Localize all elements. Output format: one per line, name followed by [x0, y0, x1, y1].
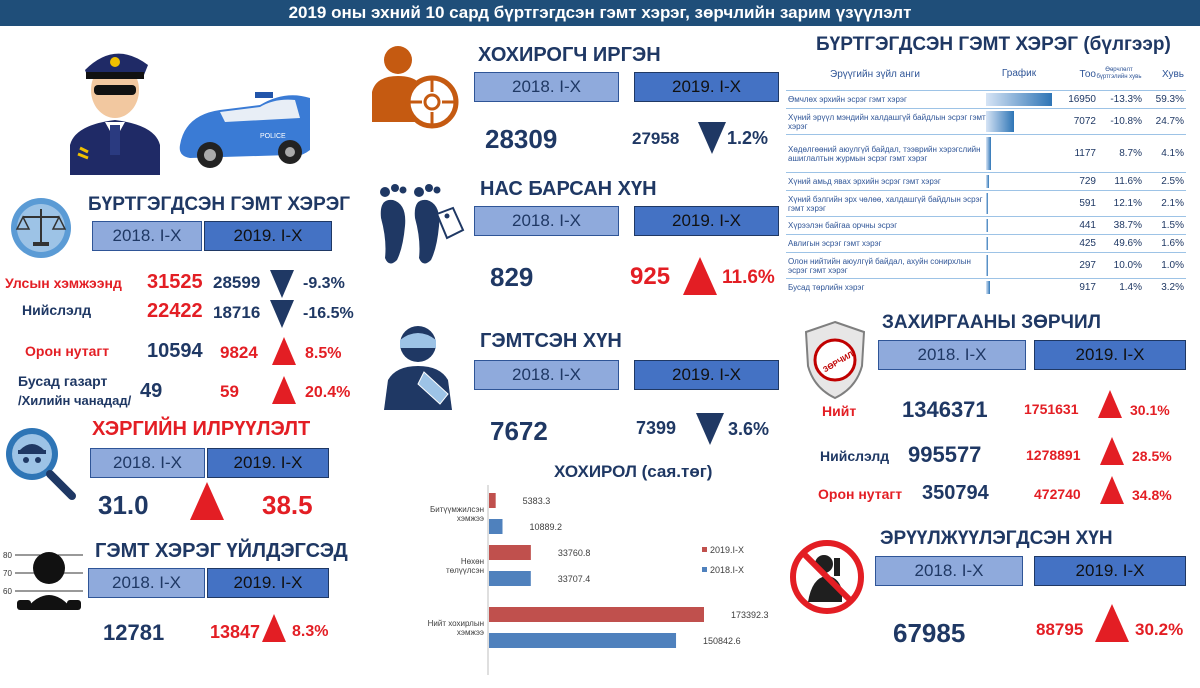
row-name: Хүрээлэн байгаа орчны эсрэг — [788, 221, 898, 230]
feet-tag-icon — [375, 178, 467, 270]
row-share: 1.5% — [1161, 220, 1184, 231]
victims-period-2018: 2018. I-X — [474, 72, 619, 102]
admin-row-change: 34.8% — [1132, 487, 1172, 503]
row-name: Бусад төрлийн хэрэг — [788, 283, 865, 292]
registered-row-change: -16.5% — [303, 305, 354, 322]
row-bar — [986, 281, 990, 294]
table-row — [786, 278, 1186, 296]
admin-row-2019: 1278891 — [1026, 447, 1081, 463]
detox-change: 30.2% — [1135, 620, 1184, 639]
admin-row-label: Нийслэлд — [820, 448, 890, 464]
up-arrow-icon — [272, 376, 296, 404]
bar-y2018 — [489, 519, 503, 534]
row-graph — [986, 191, 1052, 216]
offenders-2018: 12781 — [103, 620, 165, 645]
row-count: 917 — [1079, 282, 1096, 293]
row-change: 8.7% — [1119, 148, 1142, 159]
group-table — [786, 58, 1186, 296]
group-table-title: БҮРТГЭГДСЭН ГЭМТ ХЭРЭГ (бүлгээр) — [816, 34, 1171, 55]
registered-row-2018: 31525 — [147, 271, 203, 293]
row-share: 4.1% — [1161, 148, 1184, 159]
category-label: Нөхөн төлүүлсэн — [445, 557, 484, 575]
row-bar — [986, 193, 988, 214]
col-graph: График — [1001, 68, 1037, 79]
detox-2019: 88795 — [1036, 620, 1084, 639]
injured-2019: 7399 — [636, 418, 677, 438]
detox-2018: 67985 — [893, 618, 966, 648]
deaths-title: НАС БАРСАН ХҮН — [480, 178, 657, 200]
registered-row-2018: 22422 — [147, 300, 203, 322]
admin-row-change: 28.5% — [1132, 448, 1172, 464]
detection-title: ХЭРГИЙН ИЛРҮҮЛЭЛТ — [92, 418, 311, 440]
deaths-2019: 925 — [630, 263, 671, 290]
row-graph — [986, 91, 1052, 108]
detection-period-2018: 2018. I-X — [90, 448, 205, 478]
table-row — [786, 90, 1186, 108]
target-person-icon — [368, 42, 462, 130]
admin-period-2018: 2018. I-X — [878, 340, 1026, 370]
row-change: 38.7% — [1113, 220, 1142, 231]
row-graph — [986, 217, 1052, 234]
deaths-period-2019: 2019. I-X — [634, 206, 779, 236]
victims-2018: 28309 — [485, 124, 558, 154]
admin-row-label: Орон нутагт — [818, 486, 903, 502]
injured-period-2019: 2019. I-X — [634, 360, 779, 390]
shield-badge-icon — [800, 318, 870, 400]
admin-row-2018: 350794 — [922, 482, 989, 504]
row-change: 12.1% — [1113, 198, 1142, 209]
row-graph — [986, 109, 1052, 134]
row-count: 729 — [1079, 176, 1096, 187]
col-change: Өөрчлөлт бүртгэлийн хувь — [1096, 67, 1142, 80]
offenders-2019: 13847 — [210, 622, 261, 642]
bar-value-label: 33707.4 — [557, 574, 591, 584]
detox-period-2018: 2018. I-X — [875, 556, 1023, 586]
table-row — [786, 172, 1186, 190]
bar-value-label: 5383.3 — [522, 496, 551, 506]
row-count: 425 — [1079, 238, 1096, 249]
admin-title: ЗАХИРГААНЫ ЗӨРЧИЛ — [882, 312, 1101, 333]
row-graph — [986, 173, 1052, 190]
row-share: 59.3% — [1155, 94, 1184, 105]
row-change: -13.3% — [1110, 94, 1142, 105]
table-row — [786, 108, 1186, 134]
row-name: Хүний амьд явах эрхийн эсрэг гэмт хэрэг — [788, 177, 941, 186]
registered-period-2018: 2018. I-X — [92, 221, 202, 251]
row-bar — [986, 255, 988, 276]
row-name: Олон нийтийн аюулгүй байдал, ахуйн сонирхлын эсрэг гэмт хэрэг — [788, 256, 971, 275]
col-name: Эрүүгийн зүйл анги — [830, 68, 920, 80]
table-row — [786, 234, 1186, 252]
bar-y2019 — [489, 493, 496, 508]
admin-row-2018: 1346371 — [902, 397, 988, 422]
registered-row-change: -9.3% — [303, 275, 345, 292]
row-share: 3.2% — [1161, 282, 1184, 293]
injured-period-2018: 2018. I-X — [474, 360, 619, 390]
victims-2019: 27958 — [632, 129, 680, 148]
injured-change: 3.6% — [728, 419, 770, 439]
legend-swatch — [702, 567, 707, 572]
col-count: Тоо — [1079, 68, 1096, 80]
bar-value-label: 150842.6 — [703, 636, 741, 646]
row-count: 1177 — [1074, 148, 1096, 159]
registered-row-change: 20.4% — [305, 384, 351, 401]
deaths-period-2018: 2018. I-X — [474, 206, 619, 236]
row-change: 1.4% — [1119, 282, 1142, 293]
down-arrow-icon — [270, 300, 294, 328]
ruler-mark: 70 — [3, 569, 12, 578]
registered-row-2019: 9824 — [220, 343, 258, 362]
up-arrow-icon — [683, 257, 717, 295]
registered-row-2018: 49 — [140, 380, 163, 402]
bar-y2018 — [489, 633, 676, 648]
registered-row-change: 8.5% — [305, 345, 342, 362]
victims-change: 1.2% — [727, 128, 769, 148]
up-arrow-icon — [1100, 476, 1124, 504]
page-title: 2019 оны эхний 10 сард бүртгэгдсэн гэмт хэрэг, зөрчлийн зарим үзүүлэлт — [0, 0, 1200, 26]
ruler-mark: 80 — [3, 551, 12, 560]
row-bar — [986, 137, 991, 170]
down-arrow-icon — [270, 270, 294, 298]
registered-row-label: Улсын хэмжээнд — [5, 275, 122, 291]
row-share: 24.7% — [1155, 116, 1184, 127]
registered-row-2019: 18716 — [213, 303, 261, 322]
row-name: Авлигын эсрэг гэмт хэрэг — [788, 239, 882, 248]
row-share: 1.6% — [1161, 238, 1184, 249]
row-change: 10.0% — [1113, 260, 1142, 271]
registered-row-label: Нийслэлд — [22, 302, 92, 318]
row-bar — [986, 219, 988, 232]
row-graph — [986, 135, 1052, 172]
svg-text:POLICE: POLICE — [260, 133, 286, 140]
bar-y2019 — [489, 607, 704, 622]
detective-magnifier-icon — [0, 420, 80, 500]
detection-period-2019: 2019. I-X — [207, 448, 329, 478]
row-change: 49.6% — [1113, 238, 1142, 249]
row-count: 441 — [1079, 220, 1096, 231]
registered-row-label: Орон нутагт — [25, 343, 110, 359]
row-bar — [986, 237, 988, 250]
table-row — [786, 134, 1186, 172]
offenders-title: ГЭМТ ХЭРЭГ ҮЙЛДЭГСЭД — [95, 540, 348, 562]
deaths-2018: 829 — [490, 262, 534, 292]
victims-period-2019: 2019. I-X — [634, 72, 779, 102]
legend-swatch — [702, 547, 707, 552]
admin-period-2019: 2019. I-X — [1034, 340, 1186, 370]
table-row — [786, 190, 1186, 216]
row-share: 1.0% — [1161, 260, 1184, 271]
offenders-period-2019: 2019. I-X — [207, 568, 329, 598]
up-arrow-icon — [1098, 390, 1122, 418]
offenders-change: 8.3% — [292, 623, 329, 640]
admin-row-2018: 995577 — [908, 442, 982, 467]
registered-row-sublabel: /Хилийн чанадад/ — [18, 393, 132, 408]
registered-row-label: Бусад газарт — [18, 373, 108, 389]
registered-crime-title: БҮРТГЭГДСЭН ГЭМТ ХЭРЭГ — [88, 194, 351, 215]
registered-period-2019: 2019. I-X — [204, 221, 332, 251]
row-graph — [986, 253, 1052, 278]
row-share: 2.1% — [1161, 198, 1184, 209]
admin-row-label: Нийт — [822, 403, 857, 419]
justice-scales-icon — [5, 195, 77, 261]
injured-title: ГЭМТСЭН ХҮН — [480, 330, 622, 352]
victims-title: ХОХИРОГЧ ИРГЭН — [478, 44, 661, 66]
bar-y2018 — [489, 571, 531, 586]
detox-period-2019: 2019. I-X — [1034, 556, 1186, 586]
col-share: Хувь — [1162, 68, 1184, 80]
no-drinking-icon — [788, 538, 866, 616]
deaths-change: 11.6% — [722, 267, 775, 288]
row-bar — [986, 111, 1014, 132]
registered-row-2018: 10594 — [147, 340, 203, 362]
legend-label: 2019.I-X — [710, 545, 745, 555]
row-change: 11.6% — [1114, 176, 1142, 187]
row-bar — [986, 93, 1052, 106]
injured-2018: 7672 — [490, 416, 548, 446]
ruler-mark: 60 — [3, 587, 12, 596]
registered-row-2019: 28599 — [213, 273, 261, 292]
row-count: 7072 — [1073, 116, 1096, 127]
row-graph — [986, 235, 1052, 252]
bar-y2019 — [489, 545, 531, 560]
bar-value-label: 10889.2 — [529, 522, 563, 532]
up-arrow-icon — [262, 614, 286, 642]
row-name: Хүний эрүүл мэндийн халдашгүй байдлын эсрэг гэмт хэрэг — [788, 112, 986, 131]
mugshot-icon — [3, 540, 85, 620]
admin-row-2019: 1751631 — [1024, 401, 1079, 417]
legend-label: 2018.I-X — [710, 565, 745, 575]
bar-value-label: 33760.8 — [557, 548, 591, 558]
row-change: -10.8% — [1110, 116, 1142, 127]
category-label: Нийт хохирлын хэмжээ — [427, 619, 484, 637]
offenders-period-2018: 2018. I-X — [88, 568, 205, 598]
row-graph — [986, 279, 1052, 296]
admin-row-2019: 472740 — [1034, 486, 1081, 502]
row-count: 297 — [1079, 260, 1096, 271]
detection-2018: 31.0 — [98, 490, 149, 520]
row-share: 2.5% — [1161, 176, 1184, 187]
table-header — [786, 58, 1186, 90]
damage-bar-chart — [380, 485, 780, 685]
row-name: Хөдөлгөөний аюулгүй байдал, тээврийн хэрэгслийн ашиглалтын журмын эсрэг гэмт хэрэг — [788, 144, 981, 163]
detox-title: ЭРҮҮЛЖҮҮЛЭГДСЭН ХҮН — [880, 528, 1113, 549]
up-arrow-icon — [190, 482, 224, 520]
chart-title: ХОХИРОЛ (сая.төг) — [554, 462, 713, 481]
category-label: Битүүмжилсэн хэмжээ — [430, 505, 484, 523]
admin-row-change: 30.1% — [1130, 402, 1170, 418]
up-arrow-icon — [1095, 604, 1129, 642]
down-arrow-icon — [698, 122, 726, 154]
up-arrow-icon — [1100, 437, 1124, 465]
badge-text: ЗӨРЧИЛ — [821, 349, 855, 375]
down-arrow-icon — [696, 413, 724, 445]
injured-person-icon — [378, 322, 466, 410]
detection-2019: 38.5 — [262, 490, 313, 520]
table-row — [786, 216, 1186, 234]
row-name: Өмчлөх эрхийн эсрэг гэмт хэрэг — [788, 95, 907, 104]
row-count: 16950 — [1068, 94, 1096, 105]
up-arrow-icon — [272, 337, 296, 365]
table-row — [786, 252, 1186, 278]
row-name: Хүний бэлгийн эрх чөлөө, халдашгүй байдлын эсрэг гэмт хэрэг — [788, 194, 983, 213]
row-bar — [986, 175, 989, 188]
registered-row-2019: 59 — [220, 382, 239, 401]
row-count: 591 — [1079, 198, 1096, 209]
bar-value-label: 173392.3 — [731, 610, 769, 620]
police-officer-car-icon — [60, 30, 310, 180]
